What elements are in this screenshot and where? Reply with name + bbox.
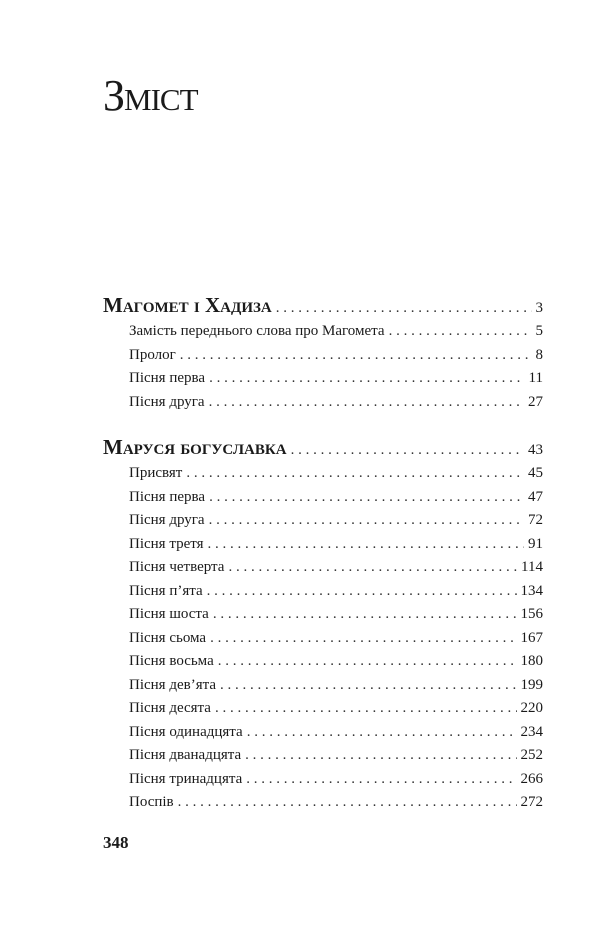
toc-major-entry <box>103 290 543 320</box>
entry-page: 167 <box>520 629 543 646</box>
entry-page: 199 <box>520 676 543 693</box>
leader-dots <box>178 791 517 815</box>
toc-entry <box>103 486 543 510</box>
toc-entry <box>103 697 543 721</box>
toc-entry <box>103 674 543 698</box>
leader-dots <box>207 580 517 604</box>
leader-dots <box>228 556 517 580</box>
toc-entry <box>103 391 543 415</box>
leader-dots <box>215 697 517 721</box>
table-of-contents <box>103 290 543 833</box>
section-title: Маруся богуславка <box>103 435 287 459</box>
page-title: Зміст <box>103 71 198 120</box>
leader-dots <box>389 320 532 344</box>
entry-label: Пісня одинадцята <box>129 723 243 740</box>
leader-dots <box>246 768 516 792</box>
entry-label: Пісня шоста <box>129 606 209 622</box>
toc-section-1 <box>103 290 543 414</box>
entry-page: 11 <box>528 370 543 386</box>
toc-major-entry <box>103 432 543 462</box>
entry-page: 134 <box>520 582 543 599</box>
leader-dots <box>186 462 524 486</box>
leader-dots <box>291 435 524 462</box>
toc-entry <box>103 791 543 815</box>
leader-dots <box>276 293 532 320</box>
section-page: 3 <box>535 300 543 316</box>
section-title: Магомет і Хадиза <box>103 293 272 317</box>
toc-entry <box>103 650 543 674</box>
entry-label: Пісня друга <box>129 512 205 528</box>
leader-dots <box>210 627 516 651</box>
entry-page: 47 <box>528 488 543 505</box>
leader-dots <box>247 721 517 745</box>
entry-label: Пісня третя <box>129 535 204 552</box>
entry-label: Пролог <box>129 346 176 363</box>
entry-label: Пісня дев’ята <box>129 676 216 693</box>
entry-label: Пісня четверта <box>129 559 225 575</box>
section-page: 43 <box>528 442 543 458</box>
toc-entry <box>103 721 543 745</box>
leader-dots <box>209 509 524 533</box>
toc-entry <box>103 533 543 557</box>
entry-page: 266 <box>520 770 543 787</box>
toc-entry <box>103 556 543 580</box>
toc-entry <box>103 627 543 651</box>
leader-dots <box>208 533 525 557</box>
entry-label: Пісня тринадцята <box>129 770 243 787</box>
entry-page: 272 <box>520 794 543 810</box>
entry-page: 72 <box>528 512 543 528</box>
toc-entry <box>103 744 543 768</box>
toc-entry <box>103 580 543 604</box>
leader-dots <box>213 603 517 627</box>
toc-entry <box>103 462 543 486</box>
entry-label: Пісня перва <box>129 370 206 386</box>
entry-page: 234 <box>520 723 543 740</box>
toc-entry <box>103 768 543 792</box>
toc-entry <box>103 509 543 533</box>
leader-dots <box>209 367 524 391</box>
leader-dots <box>220 674 517 698</box>
leader-dots <box>209 486 524 510</box>
toc-entry <box>103 344 543 368</box>
entry-label: Пісня восьма <box>129 653 214 669</box>
entry-page: 156 <box>520 606 543 622</box>
entry-label: Замість переднього слова про Магомета <box>129 323 385 339</box>
entry-page: 45 <box>528 465 543 481</box>
entry-page: 5 <box>535 323 543 339</box>
entry-page: 91 <box>528 535 543 552</box>
entry-label: Пісня перва <box>129 488 206 505</box>
entry-label: Пісня дванадцята <box>129 747 242 763</box>
entry-page: 220 <box>520 700 543 716</box>
entry-page: 8 <box>535 346 543 363</box>
toc-section-2 <box>103 432 543 815</box>
entry-page: 180 <box>520 653 543 669</box>
toc-entry <box>103 367 543 391</box>
toc-entry <box>103 320 543 344</box>
toc-entry <box>103 603 543 627</box>
entry-label: Пісня п’ята <box>129 582 203 599</box>
page-number: 348 <box>103 833 129 852</box>
leader-dots <box>218 650 517 674</box>
leader-dots <box>209 391 524 415</box>
entry-page: 114 <box>521 559 543 575</box>
entry-page: 252 <box>520 747 543 763</box>
entry-label: Пісня десята <box>129 700 211 716</box>
entry-page: 27 <box>528 393 543 410</box>
entry-label: Поспів <box>129 794 174 810</box>
entry-label: Пісня друга <box>129 393 205 410</box>
entry-label: Присвят <box>129 465 183 481</box>
leader-dots <box>180 344 532 368</box>
leader-dots <box>245 744 516 768</box>
entry-label: Пісня сьома <box>129 629 207 646</box>
